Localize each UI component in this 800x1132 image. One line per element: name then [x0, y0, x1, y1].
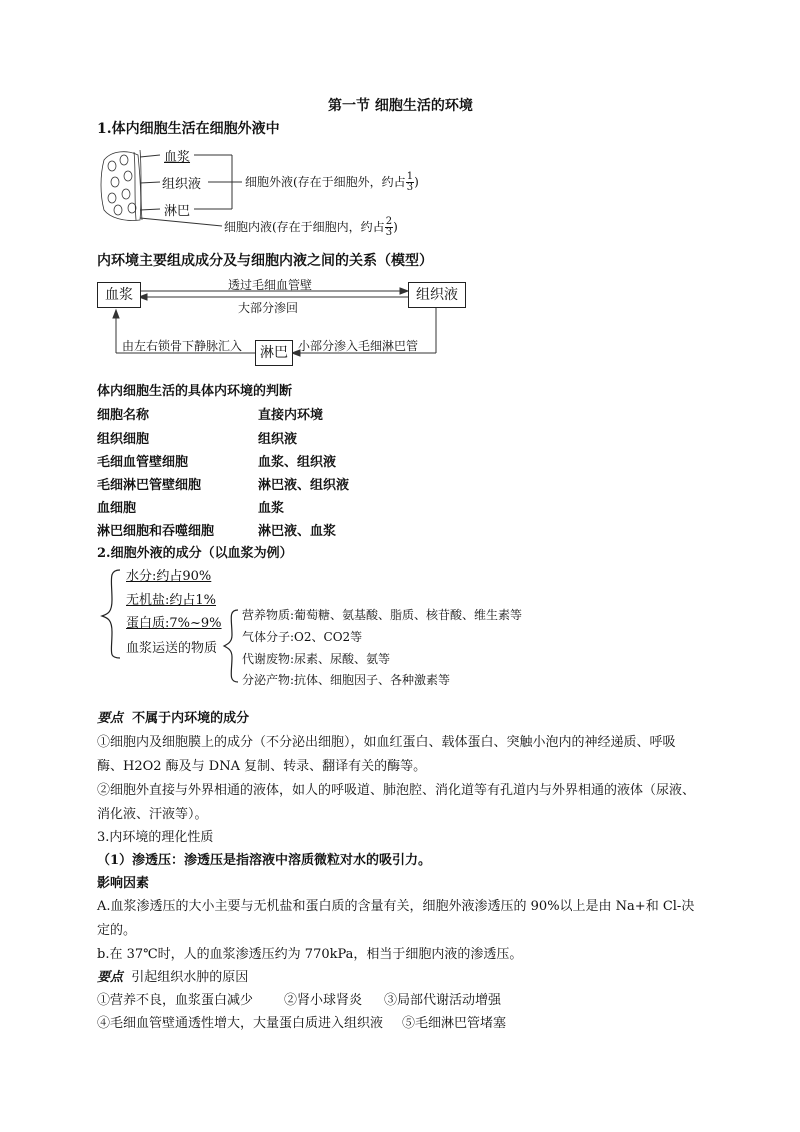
cell-illustration: [101, 150, 142, 221]
section1-heading: 1.体内细胞生活在细胞外液中: [97, 121, 280, 137]
arrow-label-back: 大部分渗回: [238, 301, 299, 315]
judge-row-cell: 组织细胞: [97, 432, 150, 447]
label-tissue-fluid: 组织液: [162, 177, 202, 192]
factor-a2: 定的。: [97, 923, 137, 938]
component-protein: 蛋白质:7%~9%: [126, 616, 222, 631]
judge-row-env: 血浆、组织液: [258, 455, 337, 470]
judge-row-cell: 毛细淋巴管壁细胞: [97, 478, 202, 493]
transport-item: 营养物质:葡萄糖、氨基酸、脂质、核苷酸、维生素等: [242, 608, 523, 622]
keypoint2-title: 引起组织水肿的原因: [123, 970, 249, 985]
model-plasma-box: 血浆: [97, 282, 141, 308]
factors-label: 影响因素: [97, 876, 150, 891]
arrow-label-top: 透过毛细血管壁: [228, 278, 313, 292]
keypoint1-p1b: 酶、H2O2 酶及与 DNA 复制、转录、翻译有关的酶等。: [97, 759, 427, 774]
keypoint1-line: [97, 707, 249, 726]
label-ecf: 细胞外液(存在于细胞外，约占 $\frac{1}{3}$ ): [245, 171, 419, 193]
judge-row-env: 淋巴液、组织液: [258, 478, 350, 493]
model-heading: 内环境主要组成成分及与细胞内液之间的关系（模型）: [97, 253, 433, 269]
keypoint1-p1a: ①细胞内及细胞膜上的成分（不分泌出细胞），如血红蛋白、载体蛋白、突触小泡内的神经递质、呼吸: [97, 735, 676, 750]
keypoint2-line: [97, 966, 248, 985]
judge-col1: 细胞名称: [97, 408, 150, 423]
transport-item: 代谢废物:尿素、尿酸、氨等: [242, 652, 391, 666]
keypoint1-label: 要点: [97, 711, 124, 726]
judge-heading: 体内细胞生活的具体内环境的判断: [97, 384, 293, 399]
osmotic-definition: （1）渗透压：渗透压是指溶液中溶质微粒对水的吸引力。: [97, 853, 432, 868]
edema-cause: ④毛细血管壁通透性增大，大量蛋白质进入组织液: [97, 1016, 384, 1031]
component-transport: 血浆运送的物质: [126, 641, 218, 656]
edema-cause: ③局部代谢活动增强: [384, 993, 502, 1008]
judge-row-env: 组织液: [258, 432, 298, 447]
brace-sub: [224, 610, 238, 682]
model-tissue-fluid-box: 组织液: [408, 282, 466, 308]
label-lymph: 淋巴: [164, 204, 191, 219]
label-icf: 细胞内液(存在于细胞内，约占 $\frac{2}{3}$ ): [224, 216, 398, 238]
judge-row-env: 淋巴液、血浆: [258, 524, 337, 539]
edema-cause: ⑤毛细淋巴管堵塞: [402, 1016, 507, 1031]
section2-heading: 2.细胞外液的成分（以血浆为例）: [97, 546, 293, 561]
judge-row-cell: 毛细血管壁细胞: [97, 455, 189, 470]
edema-cause: ②肾小球肾炎: [284, 993, 363, 1008]
component-water: 水分:约占90%: [126, 569, 212, 584]
factor-a1: A.血浆渗透压的大小主要与无机盐和蛋白质的含量有关，细胞外液渗透压的 90%以上是由 Na+和 Cl-决: [97, 899, 695, 914]
keypoint1-p2b: 消化液、汗液等）。: [97, 807, 208, 822]
judge-col2: 直接内环境: [258, 408, 324, 423]
judge-row-cell: 淋巴细胞和吞噬细胞: [97, 524, 215, 539]
judge-row-env: 血浆: [258, 501, 285, 516]
factor-b: b.在 37℃时，人的血浆渗透压约为 770kPa，相当于细胞内液的渗透压。: [97, 947, 523, 962]
section3-heading: 3.内环境的理化性质: [97, 830, 214, 845]
arrow-label-right: 小部分渗入毛细淋巴管: [298, 339, 419, 353]
model-lymph-box: 淋巴: [255, 340, 293, 366]
edema-cause: ①营养不良，血浆蛋白减少: [97, 993, 254, 1008]
keypoint1-title: 不属于内环境的成分: [123, 711, 250, 726]
brace-main: [102, 570, 120, 658]
transport-item: 气体分子:O2、CO2等: [242, 630, 363, 644]
judge-row-cell: 血细胞: [97, 501, 137, 516]
keypoint1-p2a: ②细胞外直接与外界相通的液体，如人的呼吸道、肺泡腔、消化道等有孔道内与外界相通的液体（尿液、: [97, 783, 696, 798]
label-plasma: 血浆: [164, 150, 191, 165]
keypoint2-label: 要点: [97, 970, 124, 985]
arrow-label-left: 由左右锁骨下静脉汇入: [122, 339, 243, 353]
component-salt: 无机盐:约占1%: [126, 593, 217, 608]
page-title: 第一节 细胞生活的环境: [328, 98, 473, 114]
transport-item: 分泌产物:抗体、细胞因子、各种激素等: [242, 673, 451, 687]
